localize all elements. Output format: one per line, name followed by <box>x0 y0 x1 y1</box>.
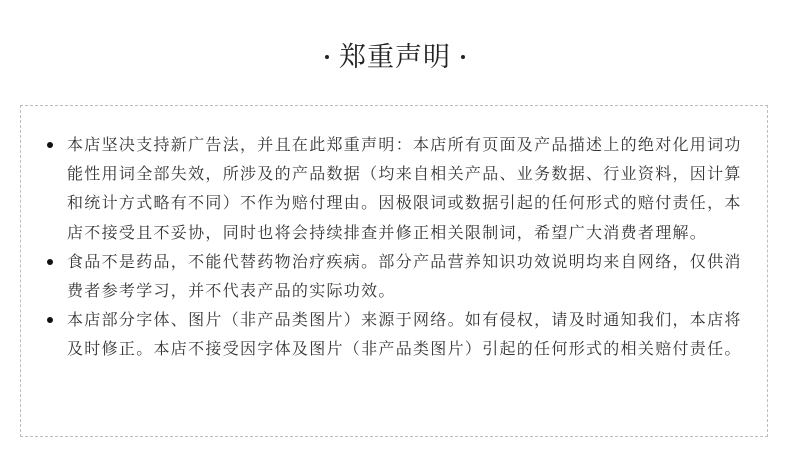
title-dot-right <box>461 55 465 59</box>
notice-list <box>67 130 757 364</box>
notice-box <box>20 105 768 437</box>
bullet-icon <box>47 142 53 148</box>
page-title-row <box>0 38 790 78</box>
notice-text: 本店坚决支持新广告法，并且在此郑重声明：本店所有页面及产品描述上的绝对化用词功能性用词全部失效，所涉及的产品数据（均来自相关产品、业务数据、行业资料，因计算和统计方式略有不同）不作为赔付理由。因极限词或数据引起的任何形式的赔付责任，本店不接受且不妥协，同时也将会持续排查并修正相关限制词，希望广大消费者理解。 <box>67 135 742 242</box>
title-dot-left <box>325 55 329 59</box>
page-title: 郑重声明 <box>339 42 451 73</box>
notice-item <box>67 130 757 247</box>
bullet-icon <box>47 259 53 265</box>
notice-text: 食品不是药品，不能代替药物治疗疾病。部分产品营养知识功效说明均来自网络，仅供消费者参考学习，并不代表产品的实际功效。 <box>67 251 742 301</box>
notice-item <box>67 247 757 305</box>
notice-text: 本店部分字体、图片（非产品类图片）来源于网络。如有侵权，请及时通知我们，本店将及时修正。本店不接受因字体及图片（非产品类图片）引起的任何形式的相关赔付责任。 <box>67 310 742 359</box>
bullet-icon <box>47 317 53 323</box>
notice-item <box>67 305 757 363</box>
